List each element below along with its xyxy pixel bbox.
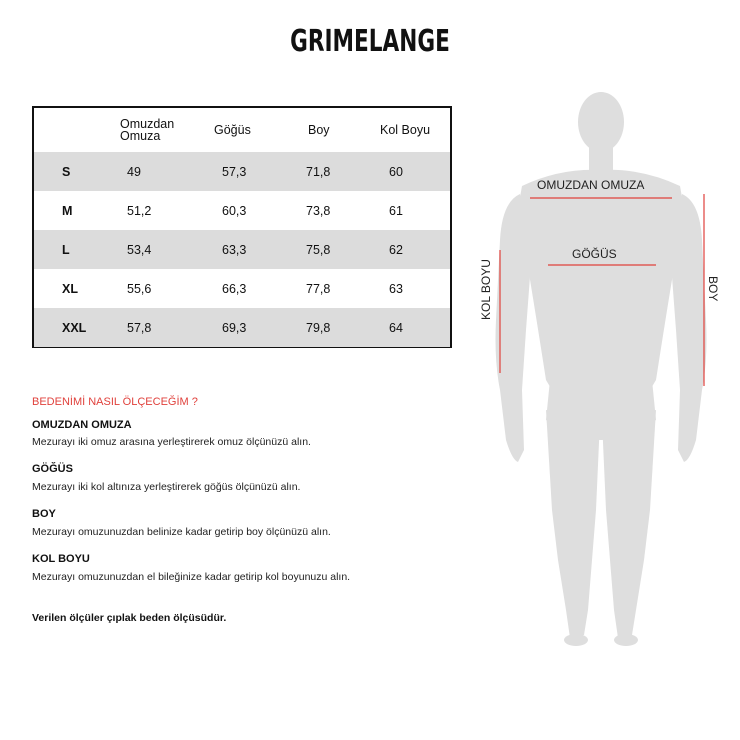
kol-cell: 64 xyxy=(389,320,403,335)
header-gogus: Göğüs xyxy=(214,123,251,137)
table-row xyxy=(34,230,450,269)
omuz-cell: 57,8 xyxy=(127,320,152,335)
size-cell: S xyxy=(62,164,71,179)
kol-cell: 63 xyxy=(389,281,403,296)
table-row xyxy=(34,152,450,191)
measurement-note: Verilen ölçüler çıplak beden ölçüsüdür. xyxy=(32,612,227,624)
chest-label: GÖĞÜS xyxy=(572,247,617,261)
guide-section-title: GÖĞÜS xyxy=(32,463,73,475)
size-cell: M xyxy=(62,203,73,218)
guide-section-desc: Mezurayı iki omuz arasına yerleştirerek omuz ölçünüzü alın. xyxy=(32,436,311,448)
omuz-cell: 55,6 xyxy=(127,281,152,296)
table-row xyxy=(34,308,450,347)
table-row xyxy=(34,269,450,308)
omuz-cell: 51,2 xyxy=(127,203,152,218)
guide-section-desc: Mezurayı omuzunuzdan el bileğinize kadar getirip kol boyunuzu alın. xyxy=(32,571,351,583)
gogus-cell: 69,3 xyxy=(222,320,247,335)
boy-cell: 75,8 xyxy=(306,242,331,257)
body-silhouette xyxy=(496,92,707,646)
gogus-cell: 66,3 xyxy=(222,281,247,296)
body-length-label: BOY xyxy=(706,276,720,302)
guide-title: BEDENİMİ NASIL ÖLÇECEĞİM ? xyxy=(32,396,198,408)
guide-section-desc: Mezurayı omuzunuzdan belinize kadar getirip boy ölçünüzü alın. xyxy=(32,526,331,538)
boy-cell: 73,8 xyxy=(306,203,331,218)
omuz-cell: 53,4 xyxy=(127,242,152,257)
guide-section-title: OMUZDAN OMUZA xyxy=(32,419,132,431)
kol-cell: 62 xyxy=(389,242,403,257)
table-row xyxy=(34,191,450,230)
size-cell: XXL xyxy=(62,320,87,335)
gogus-cell: 63,3 xyxy=(222,242,247,257)
boy-cell: 71,8 xyxy=(306,164,331,179)
arm-length-label: KOL BOYU xyxy=(479,259,493,320)
table-header xyxy=(34,108,450,152)
omuz-cell: 49 xyxy=(127,164,141,179)
gogus-cell: 57,3 xyxy=(222,164,247,179)
size-table xyxy=(32,106,452,348)
boy-cell: 77,8 xyxy=(306,281,331,296)
boy-cell: 79,8 xyxy=(306,320,331,335)
body-silhouette-illustration xyxy=(460,90,740,660)
kol-cell: 61 xyxy=(389,203,403,218)
shoulder-label: OMUZDAN OMUZA xyxy=(537,178,645,192)
guide-section-title: BOY xyxy=(32,508,56,520)
guide-section-title: KOL BOYU xyxy=(32,553,90,565)
header-boy: Boy xyxy=(308,123,330,137)
size-cell: XL xyxy=(62,281,78,296)
kol-cell: 60 xyxy=(389,164,403,179)
brand-logo: GRIMELANGE xyxy=(290,24,450,59)
gogus-cell: 60,3 xyxy=(222,203,247,218)
header-kol-boyu: Kol Boyu xyxy=(380,123,431,137)
size-cell: L xyxy=(62,242,70,257)
header-omuzdan-omuza: Omuzdan Omuza xyxy=(120,117,175,143)
guide-section-desc: Mezurayı iki kol altınıza yerleştirerek göğüs ölçünüzü alın. xyxy=(32,481,301,493)
